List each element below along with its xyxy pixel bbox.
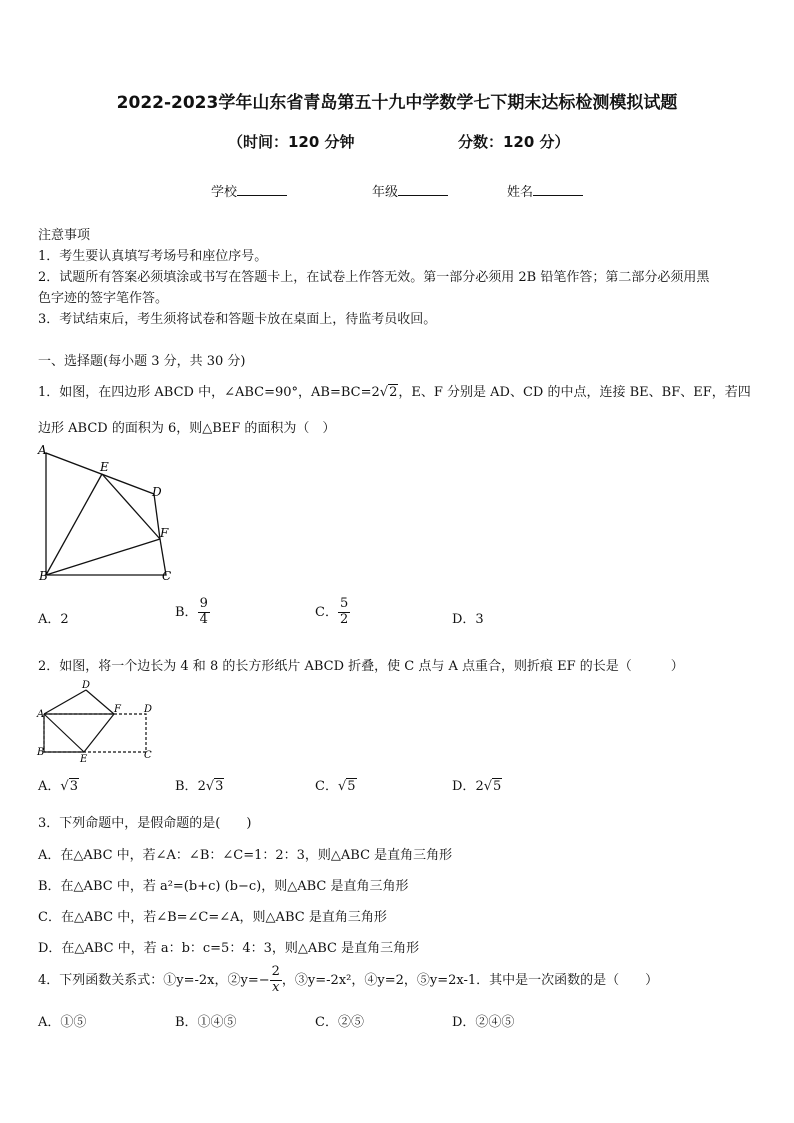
segment-ad-folded <box>44 690 86 714</box>
q2-option-b-label: B． <box>175 779 198 794</box>
label-d: D <box>152 485 162 499</box>
q2-option-a-label: A． <box>38 779 61 794</box>
frac-den: 2 <box>339 611 349 627</box>
label-f: F <box>114 704 121 715</box>
label-a: A <box>37 709 45 720</box>
radicand: 5 <box>493 779 502 794</box>
q4-fraction <box>270 965 282 996</box>
notice-item-1: 1．考生要认真填写考场号和座位序号。 <box>38 249 268 264</box>
q1-option-b-frac <box>198 597 210 628</box>
frac-den: x <box>272 979 280 995</box>
radicand: 5 <box>347 779 356 794</box>
q1-option-c-frac <box>338 597 350 628</box>
q1-option-c[interactable] <box>315 597 350 628</box>
q1-text-b: ，E、F 分别是 AD、CD 的中点，连接 BE、BF、EF，若四 <box>398 385 751 400</box>
q2-stem: 2．如图，将一个边长为 4 和 8 的长方形纸片 ABCD 折叠，使 C 点与 A 点重合，则折痕 EF 的长是（ ） <box>38 659 684 674</box>
segment-df-folded <box>86 690 114 714</box>
label-d: D <box>144 704 153 715</box>
frac-num: 2 <box>271 964 280 979</box>
grade-blank[interactable] <box>398 183 448 196</box>
q2-option-c-label: C． <box>315 779 338 794</box>
q1-option-b-label: B． <box>175 604 198 620</box>
q4-text-b: ，③y=-2x²，④y=2，⑤y=2x-1．其中是一次函数的是（ ） <box>281 972 659 988</box>
segment-ef <box>102 474 160 539</box>
segment-ae <box>44 714 84 752</box>
frac-num: 5 <box>339 596 349 611</box>
q2-option-b-coef: 2 <box>197 779 206 794</box>
grade-field <box>372 181 448 200</box>
sqrt-symbol: √3 <box>60 779 78 794</box>
radicand: 3 <box>69 779 78 794</box>
q2-option-b[interactable] <box>175 775 224 794</box>
label-e: E <box>100 460 109 474</box>
q1-option-b[interactable] <box>175 597 210 628</box>
q3-option-c[interactable]: C．在△ABC 中，若∠B=∠C=∠A，则△ABC 是直角三角形 <box>38 910 387 925</box>
q4-option-b[interactable]: B．①④⑤ <box>175 1015 237 1030</box>
name-label: 姓名 <box>507 185 534 200</box>
label-e: E <box>80 754 88 762</box>
frac-den: 4 <box>199 611 208 627</box>
q4-stem <box>38 965 658 996</box>
q4-text-a: 4．下列函数关系式：①y=-2x，②y=− <box>38 972 270 988</box>
exam-score: 分数：120 分） <box>458 133 570 151</box>
q1-stem-line2: 边形 ABCD 的面积为 6，则△BEF 的面积为（ ） <box>38 421 336 436</box>
notice-item-2: 2．试题所有答案必须填涂或书写在答题卡上，在试卷上作答无效。第一部分必须用 2B 铅笔作答；第二部分必须用黑 <box>38 270 710 285</box>
notice-item-3: 3．考试结束后，考生须将试卷和答题卡放在桌面上，待监考员收回。 <box>38 312 437 327</box>
school-blank[interactable] <box>237 183 287 196</box>
q1-option-d[interactable]: D．3 <box>452 612 484 627</box>
crease-ef <box>84 714 114 752</box>
radicand: 3 <box>215 779 224 794</box>
label-a: A <box>38 443 47 457</box>
label-f: F <box>160 526 169 540</box>
sqrt-symbol: √3 <box>205 779 224 794</box>
frac-num: 9 <box>199 596 208 611</box>
q2-figure <box>36 678 160 762</box>
label-b: B <box>37 747 45 758</box>
section-heading: 一、选择题(每小题 3 分，共 30 分) <box>38 354 246 369</box>
notice-heading: 注意事项 <box>38 228 91 243</box>
q1-stem-line1 <box>38 381 751 400</box>
name-blank[interactable] <box>533 183 583 196</box>
sqrt-symbol: √5 <box>483 779 502 794</box>
original-rectangle <box>44 714 146 752</box>
q3-option-a[interactable]: A．在△ABC 中，若∠A：∠B：∠C=1：2：3，则△ABC 是直角三角形 <box>38 848 453 863</box>
q4-option-a[interactable]: A．①⑤ <box>38 1015 87 1030</box>
q1-figure <box>36 443 176 583</box>
name-field <box>507 181 583 200</box>
q2-option-d-label: D． <box>452 779 476 794</box>
q2-option-d[interactable] <box>452 775 502 794</box>
sqrt-symbol: √5 <box>337 779 356 794</box>
q3-stem: 3．下列命题中，是假命题的是( ) <box>38 816 252 831</box>
q2-option-d-coef: 2 <box>475 779 484 794</box>
exam-time: （时间：120 分钟 <box>228 133 355 151</box>
q3-option-d[interactable]: D．在△ABC 中，若 a：b：c=5：4：3，则△ABC 是直角三角形 <box>38 941 420 956</box>
label-b: B <box>39 569 48 583</box>
notice-item-2-cont: 色字迹的签字笔作答。 <box>38 291 169 306</box>
q4-option-c[interactable]: C．②⑤ <box>315 1015 364 1030</box>
q4-option-d[interactable]: D．②④⑤ <box>452 1015 515 1030</box>
q1-option-a[interactable]: A．2 <box>38 612 69 627</box>
school-label: 学校 <box>211 185 238 200</box>
label-c: C <box>162 569 172 583</box>
q2-option-a[interactable] <box>38 775 79 794</box>
q2-option-c[interactable] <box>315 775 357 794</box>
sqrt-symbol: √2 <box>379 385 398 400</box>
grade-label: 年级 <box>372 185 399 200</box>
q1-option-c-label: C． <box>315 604 338 620</box>
label-c: C <box>144 750 152 761</box>
label-d-folded: D <box>82 680 91 691</box>
page-title: 2022-2023学年山东省青岛第五十九中学数学七下期末达标检测模拟试题 <box>116 93 678 113</box>
q1-sqrt-value: 2 <box>389 385 398 400</box>
q1-text-a: 1．如图，在四边形 ABCD 中，∠ABC=90°，AB=BC=2 <box>38 385 380 400</box>
school-field <box>211 181 287 200</box>
q3-option-b[interactable]: B．在△ABC 中，若 a²=(b+c) (b−c)，则△ABC 是直角三角形 <box>38 879 409 894</box>
